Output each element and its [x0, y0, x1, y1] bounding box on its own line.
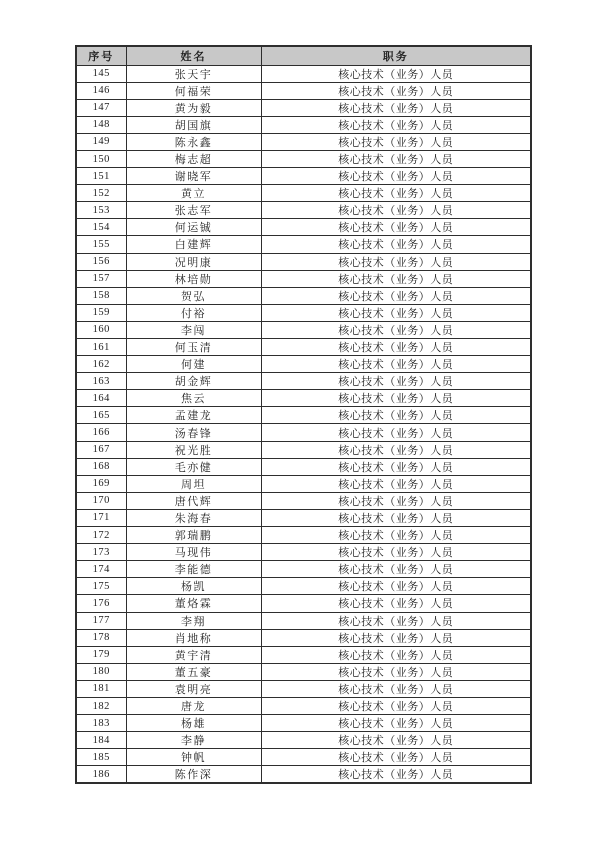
cell-name: 何建	[126, 356, 261, 373]
cell-position: 核心技术（业务）人员	[261, 185, 531, 202]
cell-no: 164	[76, 390, 126, 407]
table-row	[76, 646, 531, 663]
cell-name: 董烙霖	[126, 595, 261, 612]
table-row	[76, 441, 531, 458]
cell-position: 核心技术（业务）人员	[261, 390, 531, 407]
cell-position: 核心技术（业务）人员	[261, 65, 531, 82]
cell-position: 核心技术（业务）人员	[261, 339, 531, 356]
cell-position: 核心技术（业务）人员	[261, 492, 531, 509]
cell-position: 核心技术（业务）人员	[261, 168, 531, 185]
table-row	[76, 168, 531, 185]
cell-name: 陈永鑫	[126, 133, 261, 150]
table-row	[76, 509, 531, 526]
table-body	[76, 65, 531, 783]
cell-name: 董五豪	[126, 663, 261, 680]
cell-name: 贺弘	[126, 287, 261, 304]
cell-no: 161	[76, 339, 126, 356]
cell-no: 153	[76, 202, 126, 219]
table-row	[76, 133, 531, 150]
cell-position: 核心技术（业务）人员	[261, 544, 531, 561]
cell-no: 185	[76, 749, 126, 766]
cell-name: 何福荣	[126, 82, 261, 99]
cell-name: 马现伟	[126, 544, 261, 561]
table-row	[76, 424, 531, 441]
table-row	[76, 629, 531, 646]
cell-name: 周坦	[126, 475, 261, 492]
cell-no: 174	[76, 561, 126, 578]
table-row	[76, 766, 531, 784]
cell-name: 况明康	[126, 253, 261, 270]
cell-position: 核心技术（业务）人员	[261, 475, 531, 492]
cell-name: 白建辉	[126, 236, 261, 253]
table-header-row	[76, 46, 531, 65]
cell-no: 173	[76, 544, 126, 561]
table-row	[76, 253, 531, 270]
cell-position: 核心技术（业务）人员	[261, 99, 531, 116]
cell-name: 李静	[126, 732, 261, 749]
cell-position: 核心技术（业务）人员	[261, 697, 531, 714]
table-row	[76, 612, 531, 629]
cell-name: 何运铖	[126, 219, 261, 236]
cell-position: 核心技术（业务）人员	[261, 219, 531, 236]
cell-position: 核心技术（业务）人员	[261, 253, 531, 270]
cell-name: 胡国旗	[126, 116, 261, 133]
cell-no: 150	[76, 150, 126, 167]
cell-name: 杨雄	[126, 715, 261, 732]
cell-name: 祝光胜	[126, 441, 261, 458]
cell-position: 核心技术（业务）人员	[261, 715, 531, 732]
cell-position: 核心技术（业务）人员	[261, 373, 531, 390]
cell-name: 黄立	[126, 185, 261, 202]
cell-no: 146	[76, 82, 126, 99]
table-row	[76, 458, 531, 475]
cell-name: 朱海春	[126, 509, 261, 526]
cell-position: 核心技术（业务）人员	[261, 527, 531, 544]
table-row	[76, 99, 531, 116]
cell-no: 167	[76, 441, 126, 458]
cell-position: 核心技术（业务）人员	[261, 663, 531, 680]
cell-position: 核心技术（业务）人员	[261, 116, 531, 133]
table-row	[76, 116, 531, 133]
cell-name: 李翔	[126, 612, 261, 629]
cell-name: 张志军	[126, 202, 261, 219]
cell-no: 159	[76, 304, 126, 321]
cell-position: 核心技术（业务）人员	[261, 458, 531, 475]
table-row	[76, 373, 531, 390]
cell-position: 核心技术（业务）人员	[261, 629, 531, 646]
cell-no: 172	[76, 527, 126, 544]
cell-no: 149	[76, 133, 126, 150]
cell-name: 唐代辉	[126, 492, 261, 509]
cell-name: 毛亦健	[126, 458, 261, 475]
table-row	[76, 407, 531, 424]
cell-position: 核心技术（业务）人员	[261, 304, 531, 321]
cell-no: 148	[76, 116, 126, 133]
cell-no: 181	[76, 680, 126, 697]
table-row	[76, 185, 531, 202]
table-row	[76, 356, 531, 373]
table-row	[76, 219, 531, 236]
cell-name: 何玉清	[126, 339, 261, 356]
table-row	[76, 270, 531, 287]
personnel-table	[75, 45, 532, 784]
table-row	[76, 578, 531, 595]
table-row	[76, 390, 531, 407]
column-header-no: 序号	[76, 46, 126, 65]
cell-name: 郭瑞鹏	[126, 527, 261, 544]
table-row	[76, 561, 531, 578]
cell-position: 核心技术（业务）人员	[261, 441, 531, 458]
table-row	[76, 680, 531, 697]
cell-position: 核心技术（业务）人员	[261, 646, 531, 663]
table-row	[76, 321, 531, 338]
table-row	[76, 663, 531, 680]
cell-no: 163	[76, 373, 126, 390]
cell-position: 核心技术（业务）人员	[261, 82, 531, 99]
cell-name: 陈作深	[126, 766, 261, 784]
cell-name: 梅志超	[126, 150, 261, 167]
cell-no: 154	[76, 219, 126, 236]
cell-name: 李闯	[126, 321, 261, 338]
table-row	[76, 749, 531, 766]
cell-name: 张天宇	[126, 65, 261, 82]
column-header-position: 职务	[261, 46, 531, 65]
table-row	[76, 202, 531, 219]
table-row	[76, 339, 531, 356]
cell-no: 169	[76, 475, 126, 492]
cell-no: 180	[76, 663, 126, 680]
cell-position: 核心技术（业务）人员	[261, 509, 531, 526]
cell-no: 162	[76, 356, 126, 373]
cell-no: 168	[76, 458, 126, 475]
cell-no: 177	[76, 612, 126, 629]
table-row	[76, 287, 531, 304]
cell-name: 付裕	[126, 304, 261, 321]
cell-name: 钟帆	[126, 749, 261, 766]
cell-position: 核心技术（业务）人员	[261, 612, 531, 629]
table-row	[76, 544, 531, 561]
cell-no: 165	[76, 407, 126, 424]
cell-no: 184	[76, 732, 126, 749]
table-row	[76, 236, 531, 253]
cell-name: 汤春锋	[126, 424, 261, 441]
cell-name: 谢晓军	[126, 168, 261, 185]
table-row	[76, 595, 531, 612]
cell-position: 核心技术（业务）人员	[261, 236, 531, 253]
cell-no: 182	[76, 697, 126, 714]
table-row	[76, 82, 531, 99]
cell-position: 核心技术（业务）人员	[261, 595, 531, 612]
cell-no: 166	[76, 424, 126, 441]
table-row	[76, 150, 531, 167]
cell-position: 核心技术（业务）人员	[261, 561, 531, 578]
cell-no: 186	[76, 766, 126, 784]
cell-position: 核心技术（业务）人员	[261, 732, 531, 749]
cell-no: 158	[76, 287, 126, 304]
table-row	[76, 475, 531, 492]
cell-name: 唐龙	[126, 697, 261, 714]
cell-position: 核心技术（业务）人员	[261, 150, 531, 167]
table-row	[76, 492, 531, 509]
table-row	[76, 715, 531, 732]
cell-name: 袁明亮	[126, 680, 261, 697]
cell-no: 155	[76, 236, 126, 253]
cell-no: 160	[76, 321, 126, 338]
cell-no: 170	[76, 492, 126, 509]
cell-position: 核心技术（业务）人员	[261, 133, 531, 150]
cell-no: 183	[76, 715, 126, 732]
cell-no: 156	[76, 253, 126, 270]
table-row	[76, 304, 531, 321]
cell-position: 核心技术（业务）人员	[261, 407, 531, 424]
table-row	[76, 732, 531, 749]
cell-no: 157	[76, 270, 126, 287]
cell-name: 焦云	[126, 390, 261, 407]
cell-no: 176	[76, 595, 126, 612]
cell-no: 179	[76, 646, 126, 663]
cell-position: 核心技术（业务）人员	[261, 766, 531, 784]
cell-name: 孟建龙	[126, 407, 261, 424]
table-row	[76, 527, 531, 544]
cell-no: 147	[76, 99, 126, 116]
cell-position: 核心技术（业务）人员	[261, 578, 531, 595]
cell-no: 145	[76, 65, 126, 82]
cell-no: 171	[76, 509, 126, 526]
cell-no: 151	[76, 168, 126, 185]
cell-name: 林培勋	[126, 270, 261, 287]
column-header-name: 姓名	[126, 46, 261, 65]
cell-name: 杨凯	[126, 578, 261, 595]
cell-position: 核心技术（业务）人员	[261, 202, 531, 219]
cell-no: 178	[76, 629, 126, 646]
cell-no: 175	[76, 578, 126, 595]
cell-name: 肖地称	[126, 629, 261, 646]
cell-name: 李能德	[126, 561, 261, 578]
cell-name: 胡金辉	[126, 373, 261, 390]
cell-position: 核心技术（业务）人员	[261, 270, 531, 287]
cell-position: 核心技术（业务）人员	[261, 321, 531, 338]
cell-position: 核心技术（业务）人员	[261, 749, 531, 766]
cell-name: 黄为毅	[126, 99, 261, 116]
table-row	[76, 697, 531, 714]
cell-position: 核心技术（业务）人员	[261, 424, 531, 441]
cell-position: 核心技术（业务）人员	[261, 287, 531, 304]
cell-position: 核心技术（业务）人员	[261, 680, 531, 697]
table-row	[76, 65, 531, 82]
cell-position: 核心技术（业务）人员	[261, 356, 531, 373]
cell-name: 黄宇清	[126, 646, 261, 663]
cell-no: 152	[76, 185, 126, 202]
